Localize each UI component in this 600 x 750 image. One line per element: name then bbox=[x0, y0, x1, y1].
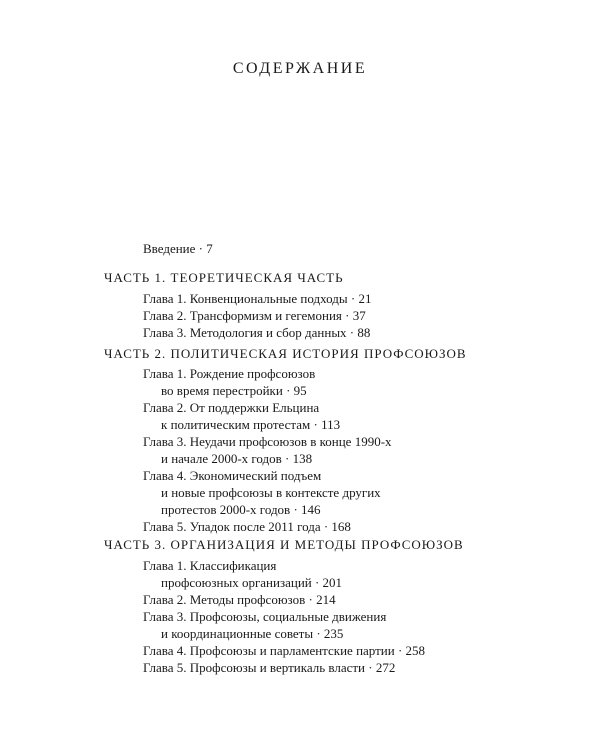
toc-entry-intro: Введение · 7 bbox=[143, 241, 213, 256]
toc-part-2-chapter-5: Глава 5. Упадок после 2011 года · 168 bbox=[143, 519, 351, 534]
toc-part-1-chapter-3: Глава 3. Методология и сбор данных · 88 bbox=[143, 325, 371, 340]
toc-part-3-chapter-3-line-1: Глава 3. Профсоюзы, социальные движения bbox=[143, 609, 387, 624]
toc-part-3-chapter-2: Глава 2. Методы профсоюзов · 214 bbox=[143, 592, 336, 607]
toc-part-3-chapter-5: Глава 5. Профсоюзы и вертикаль власти · 272 bbox=[143, 660, 396, 675]
toc-part-1-heading: ЧАСТЬ 1. ТЕОРЕТИЧЕСКАЯ ЧАСТЬ bbox=[104, 270, 344, 285]
toc-part-2-chapter-2-line-1: Глава 2. От поддержки Ельцина bbox=[143, 400, 320, 415]
toc-part-2-chapter-4-line-2: и новые профсоюзы в контексте других bbox=[161, 485, 381, 500]
toc-part-2-chapter-2-line-2: к политическим протестам · 113 bbox=[161, 417, 341, 432]
toc-part-3-chapter-4: Глава 4. Профсоюзы и парламентские партии · 258 bbox=[143, 643, 426, 658]
page-title: СОДЕРЖАНИЕ bbox=[232, 60, 368, 77]
toc-part-1-chapter-2: Глава 2. Трансформизм и гегемония · 37 bbox=[143, 308, 366, 323]
toc-part-2-chapter-4-line-1: Глава 4. Экономический подъем bbox=[143, 468, 322, 483]
toc-part-1-chapter-1: Глава 1. Конвенциональные подходы · 21 bbox=[143, 291, 372, 306]
toc-part-2-chapter-3-line-2: и начале 2000-х годов · 138 bbox=[161, 451, 313, 466]
toc-part-3-chapter-3-line-2: и координационные советы · 235 bbox=[161, 626, 344, 641]
toc-part-3-heading: ЧАСТЬ 3. ОРГАНИЗАЦИЯ И МЕТОДЫ ПРОФСОЮЗОВ bbox=[104, 537, 464, 552]
toc-part-2-chapter-1-line-1: Глава 1. Рождение профсоюзов bbox=[143, 366, 316, 381]
toc-part-3-chapter-1-line-2: профсоюзных организаций · 201 bbox=[161, 575, 343, 590]
toc-part-3-chapter-1-line-1: Глава 1. Классификация bbox=[143, 558, 277, 573]
toc-part-2-chapter-3-line-1: Глава 3. Неудачи профсоюзов в конце 1990-х bbox=[143, 434, 392, 449]
toc-part-2-chapter-4-line-3: протестов 2000-х годов · 146 bbox=[161, 502, 321, 517]
toc-part-2-chapter-1-line-2: во время перестройки · 95 bbox=[161, 383, 307, 398]
toc-part-2-heading: ЧАСТЬ 2. ПОЛИТИЧЕСКАЯ ИСТОРИЯ ПРОФСОЮЗОВ bbox=[104, 346, 467, 361]
